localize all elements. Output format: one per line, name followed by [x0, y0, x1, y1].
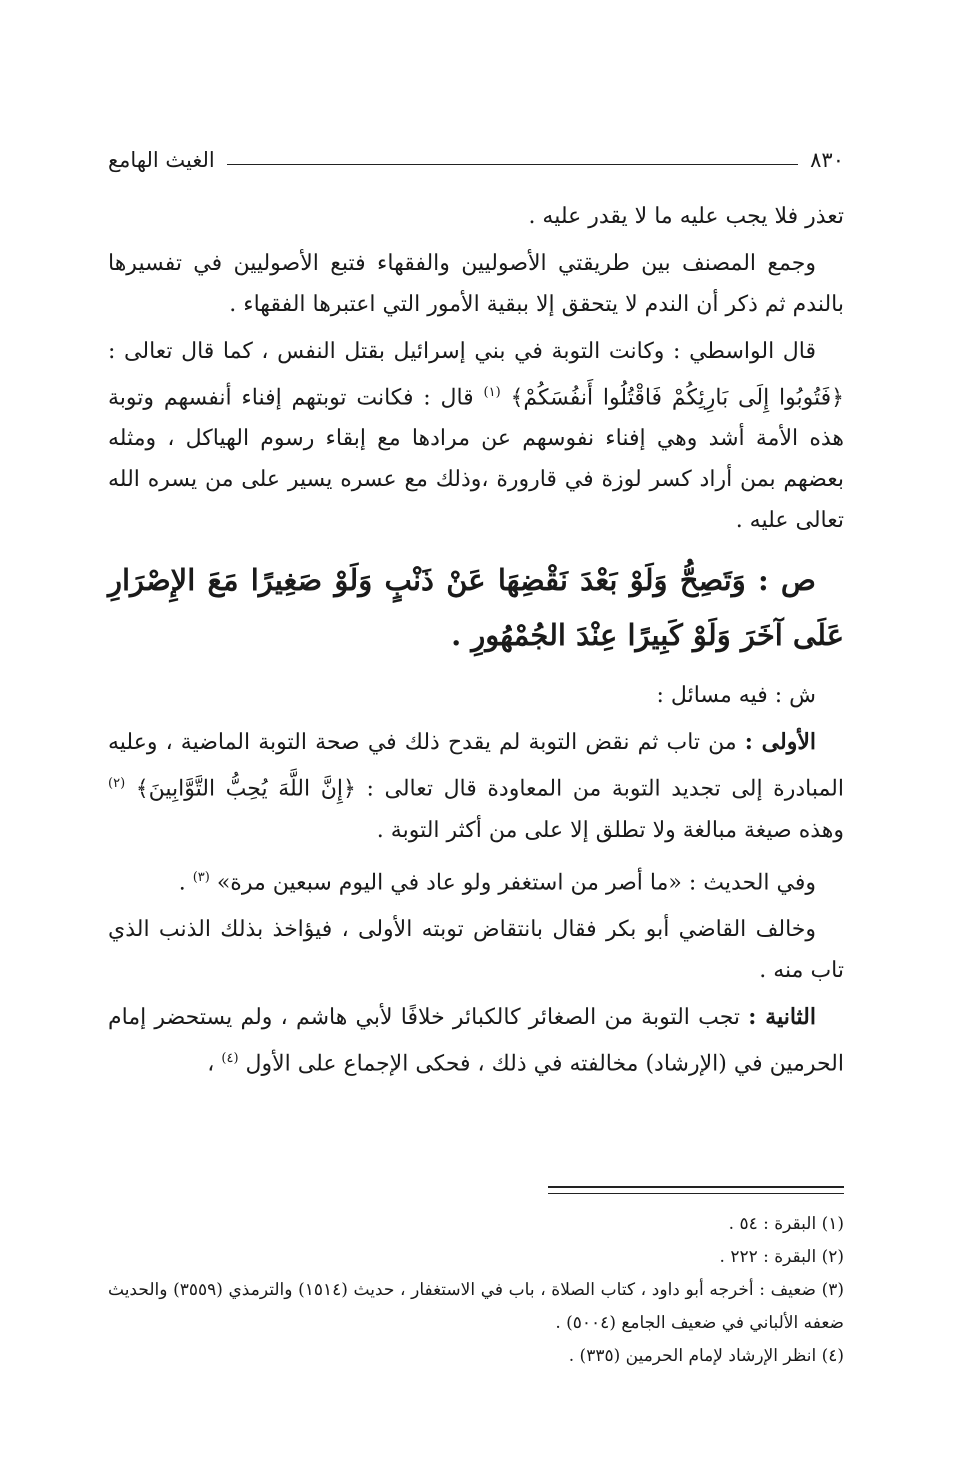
paragraph: تعذر فلا يجب عليه ما لا يقدر عليه .: [528, 204, 844, 229]
book-title: الغيث الهامع: [108, 148, 215, 172]
paragraph: وخالف القاضي أبو بكر فقال بانتقاض توبته الأولى ، فيؤاخذ بذلك الذنب الذي تاب منه .: [108, 916, 844, 983]
header-rule: [227, 164, 798, 165]
paragraph: وجمع المصنف بين طريقتي الأصوليين والفقهاء فتبع الأصوليين في تفسيرها بالندم ثم ذكر أن الندم لا يتحقق إلا ببقية الأمور التي اعتبرها الفقهاء .: [108, 251, 844, 317]
footnotes: [108, 1208, 844, 1373]
main-text: [108, 196, 844, 1090]
footnote-ref: (٢): [108, 776, 126, 792]
matn-text: ص : وَتَصِحُّ وَلَوْ بَعْدَ نَقْضِهَا عَنْ ذَنْبٍ وَلَوْ صَغِيرًا مَعَ الإِصْرَارِ عَلَى آخَرَ وَلَوْ كَبِيرًا عِنْدَ الجُمْهُورِ .: [108, 563, 844, 653]
paragraph: قال الواسطي : وكانت التوبة في بني إسرائيل بقتل النفس ، كما قال تعالى : ﴿فَتُوبُوا إِلَى بَارِئِكُمْ فَاقْتُلُوا أَنفُسَكُمْ﴾ $^{(١)}$ قال : فكانت توبتهم إفناء أنفسهم وتوبة هذه الأمة أشد وهي إفناء نفوسهم عن مرادها مع إبقاء رسوم الهياكل ، ومثله بعضهم بمن أراد كسر لوزة في قارورة ،وذلك مع عسره يسير على من يسره الله تعالى عليه .: [108, 339, 845, 534]
section-label: الأولى :: [744, 729, 816, 756]
footnote-separator: [548, 1186, 844, 1194]
section-label: الثانية :: [748, 1003, 816, 1030]
paragraph: الثانية : تجب التوبة من الصغائر كالكبائر خلافًا لأبي هاشم ، ولم يستحضر إمام الحرمين في (الإرشاد) مخالفته في ذلك ، فحكى الإجماع على الأول $^{(٤)}$ ،: [108, 1003, 844, 1077]
running-header: [108, 142, 844, 178]
footnote: (١) البقرة : ٥٤ .: [728, 1214, 844, 1234]
footnote: (٣) ضعيف : أخرجه أبو داود ، كتاب الصلاة ، باب في الاستغفار ، حديث (١٥١٤) والترمذي (٣٥٥٩) والحديث ضعفه الألباني في ضعيف الجامع (٥٠٠٤) .: [108, 1280, 844, 1333]
footnote-ref: (٤): [221, 1050, 239, 1066]
paragraph: الأولى : من تاب ثم نقض التوبة لم يقدح ذلك في صحة التوبة الماضية ، وعليه المبادرة إلى تجديد التوبة من المعاودة قال تعالى : ﴿إِنَّ اللَّهَ يُحِبُّ التَّوَّابِينَ﴾ $^{(٢)}$ وهذه صيغة مبالغة ولا تطلق إلا على من أكثر التوبة .: [108, 729, 844, 843]
footnote: (٢) البقرة : ٢٢٢ .: [719, 1247, 844, 1267]
page-number: ٨٣٠: [810, 148, 844, 172]
paragraph: وفي الحديث : «ما أصر من استغفر ولو عاد في اليوم سبعين مرة» $^{(٣)}$ .: [178, 869, 816, 895]
footnote: (٤) انظر الإرشاد لإمام الحرمين (٣٣٥) .: [568, 1346, 844, 1366]
paragraph: ش : فيه مسائل :: [656, 683, 816, 709]
footnote-ref: (١): [483, 385, 501, 400]
footnote-ref: (٣): [192, 869, 210, 885]
